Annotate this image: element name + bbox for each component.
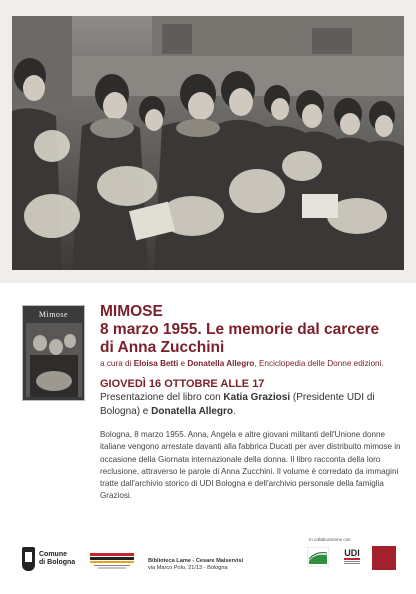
- udi-logo-icon: [342, 546, 362, 568]
- event-description: Bologna, 8 marzo 1955. Anna, Angela e altre giovani militanti dell'Unione donne italiane vengono arrestate davanti alla fabbrica Ducati per aver distribuito mimose in occasione della Giornata internazionale della donna. Il libro racconta della loro reclusione, attraverso le parole di Anna Zucchini. Il volume è corredato da immagini tratte dall'archivio storico di UDI Bologna e dell'archivio personale della famiglia Graziosi.: [100, 430, 401, 501]
- book-cover: [22, 305, 85, 401]
- comune-line-1: Comune: [39, 551, 67, 558]
- speaker-2: Donatella Allegro: [151, 406, 234, 417]
- bologna-crest-icon: [22, 547, 35, 571]
- title-line-1: MIMOSE: [100, 303, 163, 320]
- collab-label: In collaborazione con: [309, 537, 351, 542]
- credits-prefix: a cura di: [100, 359, 134, 368]
- book-cover-photo: [26, 323, 82, 397]
- enciclopedia-donne-logo-icon: [372, 546, 396, 570]
- credits-and: e: [178, 359, 188, 368]
- event-date: GIOVEDÌ 16 OTTOBRE ALLE 17: [100, 378, 265, 390]
- venue-info: [148, 558, 243, 572]
- historical-photo: [12, 16, 404, 270]
- presentation-end: .: [233, 406, 236, 417]
- comune-logo: [22, 547, 75, 571]
- speaker-1: Katia Graziosi: [223, 392, 291, 403]
- credits-suffix: , Enciclopedia delle Donne edizioni.: [254, 359, 384, 368]
- venue-address: via Marco Polo, 21/13 - Bologna: [148, 565, 228, 572]
- comune-line-2: di Bologna: [39, 559, 76, 566]
- udi-logo-text: UDI: [344, 548, 360, 558]
- curator-1: Eloisa Betti: [133, 359, 179, 368]
- curator-2: Donatella Allegro: [187, 359, 255, 368]
- book-cover-title: Mimose: [38, 310, 69, 319]
- regione-logo-icon: [307, 547, 329, 567]
- credits: [100, 359, 408, 368]
- photo-frame: [0, 0, 416, 283]
- presentation-prefix: Presentazione del libro con: [100, 392, 224, 403]
- title-line-2: 8 marzo 1955. Le memorie dal carcere: [100, 321, 380, 338]
- biblioteca-lame-logo-icon: [90, 549, 134, 571]
- speaker-1-role: (Presidente UDI di Bologna) e: [100, 392, 375, 417]
- presentation-text: [100, 391, 408, 419]
- event-title: [100, 303, 408, 357]
- title-line-3: di Anna Zucchini: [100, 339, 225, 356]
- venue-name: Biblioteca Lame - Cesare Malservisi: [148, 558, 244, 564]
